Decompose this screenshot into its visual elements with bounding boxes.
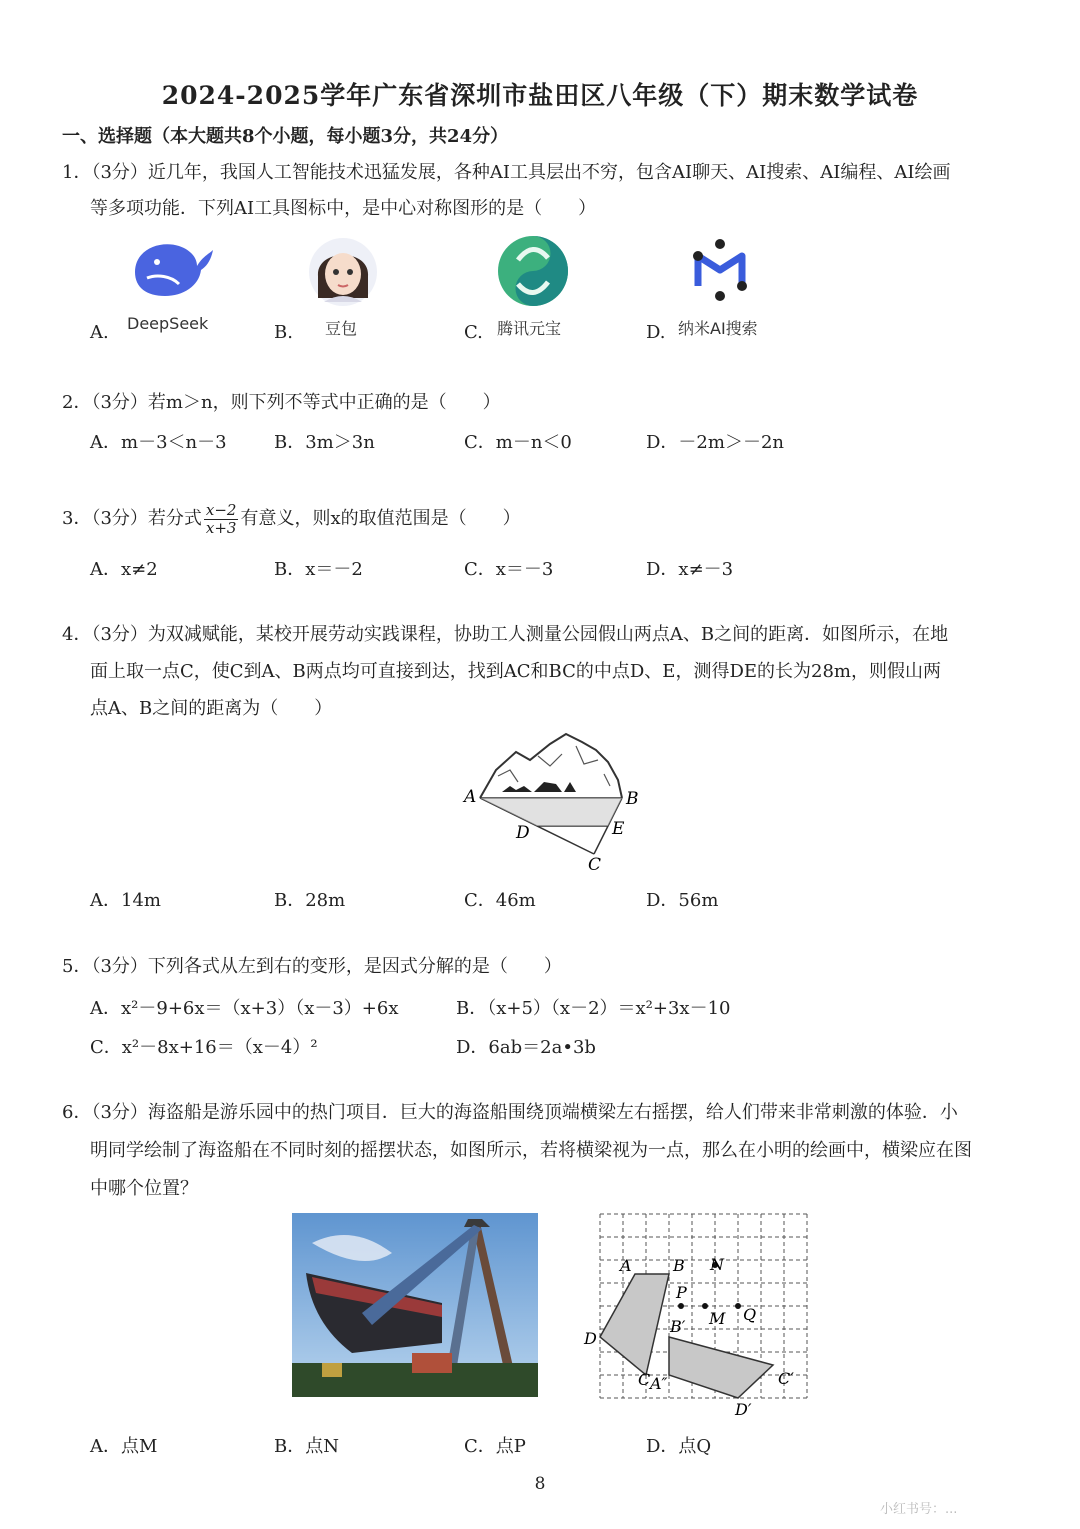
q5-stem: 5．（3分）下列各式从左到右的变形，是因式分解的是（ ）: [62, 956, 562, 977]
watermark: 小红书号：...: [880, 1502, 958, 1517]
q6-stem-line2: 明同学绘制了海盗船在不同时刻的摇摆状态，如图所示，若将横梁视为一点，那么在小明的绘画中，横梁应在图: [90, 1140, 972, 1161]
q2-option-b: B．3m＞3n: [274, 432, 375, 453]
section-heading: 一、选择题（本大题共8个小题，每小题3分，共24分）: [62, 126, 509, 147]
q6-label-n: N: [710, 1255, 724, 1274]
q6-label-c-prime: C′: [778, 1369, 794, 1388]
q3-option-c: C．x＝－3: [464, 559, 554, 580]
q6-option-a: A．点M: [90, 1436, 158, 1457]
q6-stem-line3: 中哪个位置？: [90, 1178, 198, 1199]
q1-option-a-caption: DeepSeek: [127, 314, 209, 333]
q4-stem-line1: 4．（3分）为双减赋能，某校开展劳动实践课程，协助工人测量公园假山两点A、B之间的距离．如图所示，在地: [62, 624, 949, 645]
q4-stem-line2: 面上取一点C，使C到A、B两点均可直接到达，找到AC和BC的中点D、E，测得DE的长为28m，则假山两: [90, 661, 941, 682]
q6-label-d: D: [584, 1329, 597, 1348]
page-number: 8: [534, 1474, 546, 1494]
q5-option-c: C．x²－8x+16＝（x－4）²: [90, 1037, 318, 1058]
q6-label-q: Q: [743, 1305, 757, 1324]
q1-option-c-caption: 腾讯元宝: [497, 319, 562, 338]
q6-stem-line1: 6．（3分）海盗船是游乐园中的热门项目．巨大的海盗船围绕顶端横梁左右摇摆，给人们带来非常刺激的体验．小: [62, 1102, 958, 1123]
q6-label-d-prime: D′: [735, 1400, 752, 1419]
nami-ai-search-icon: [688, 236, 752, 308]
q3-stem-post: 有意义，则x的取值范围是（ ）: [240, 508, 521, 529]
q6-label-c: C: [638, 1370, 651, 1389]
yuanbao-icon: [496, 234, 570, 312]
q3-stem: [62, 500, 521, 537]
q5-option-a: A．x²－9+6x＝（x+3）（x－3）+6x: [90, 998, 399, 1019]
q6-label-m: M: [709, 1309, 726, 1328]
q4-rockery-figure: [458, 730, 648, 879]
q6-label-p: P: [676, 1283, 687, 1302]
q1-option-c-label: C.: [464, 322, 483, 343]
q4-option-b: B．28m: [274, 890, 346, 911]
q4-option-a: A．14m: [90, 890, 161, 911]
q3-fraction: [204, 502, 239, 537]
q6-grid-figure: [578, 1208, 818, 1424]
q1-option-b-label: B.: [274, 322, 293, 343]
q5-option-b: B．（x+5）（x－2）＝x²+3x－10: [456, 998, 731, 1019]
q6-label-b-prime: B′: [670, 1317, 686, 1336]
q4-stem-line3: 点A、B之间的距离为（ ）: [90, 698, 333, 719]
q6-option-d: D．点Q: [646, 1436, 712, 1457]
q6-option-b: B．点N: [274, 1436, 339, 1457]
q4-label-e: E: [612, 819, 625, 839]
q2-option-a: A．m－3＜n－3: [90, 432, 227, 453]
q2-option-c: C．m－n＜0: [464, 432, 572, 453]
doubao-avatar-icon: [308, 236, 378, 312]
q3-option-b: B．x＝－2: [274, 559, 363, 580]
deepseek-whale-icon: [127, 234, 217, 308]
q4-label-b: B: [626, 789, 639, 809]
q3-numerator: x−2: [205, 500, 237, 519]
q1-stem-line2: 等多项功能．下列AI工具图标中，是中心对称图形的是（ ）: [90, 198, 597, 219]
q1-option-a-label: A.: [90, 322, 109, 343]
q4-label-c: C: [588, 855, 602, 875]
q2-option-d: D．－2m＞－2n: [646, 432, 784, 453]
q6-option-c: C．点P: [464, 1436, 526, 1457]
q4-label-d: D: [516, 823, 530, 843]
q4-option-d: D．56m: [646, 890, 719, 911]
q2-stem: 2．（3分）若m＞n，则下列不等式中正确的是（ ）: [62, 392, 501, 413]
page-title: 2024-2025学年广东省深圳市盐田区八年级（下）期末数学试卷: [161, 81, 919, 110]
q3-denominator: x+3: [205, 518, 237, 537]
q6-label-a: A: [620, 1256, 632, 1275]
q1-option-d-caption: 纳米AI搜索: [678, 319, 758, 338]
q6-label-b: B: [673, 1256, 685, 1275]
q5-option-d: D．6ab＝2a•3b: [456, 1037, 596, 1058]
q6-label-a-double-prime: A″: [650, 1374, 668, 1393]
q1-option-b-caption: 豆包: [325, 319, 358, 338]
q3-option-d: D．x≠－3: [646, 559, 734, 580]
q3-option-a: A．x≠2: [90, 559, 158, 580]
q4-option-c: C．46m: [464, 890, 536, 911]
q1-option-d-label: D.: [646, 322, 666, 343]
pirate-ship-photo: [292, 1213, 538, 1401]
q3-stem-pre: 3．（3分）若分式: [62, 508, 202, 529]
q1-stem-line1: 1．（3分）近几年，我国人工智能技术迅猛发展，各种AI工具层出不穷，包含AI聊天、AI搜索、AI编程、AI绘画: [62, 162, 951, 183]
q4-label-a: A: [464, 787, 477, 807]
